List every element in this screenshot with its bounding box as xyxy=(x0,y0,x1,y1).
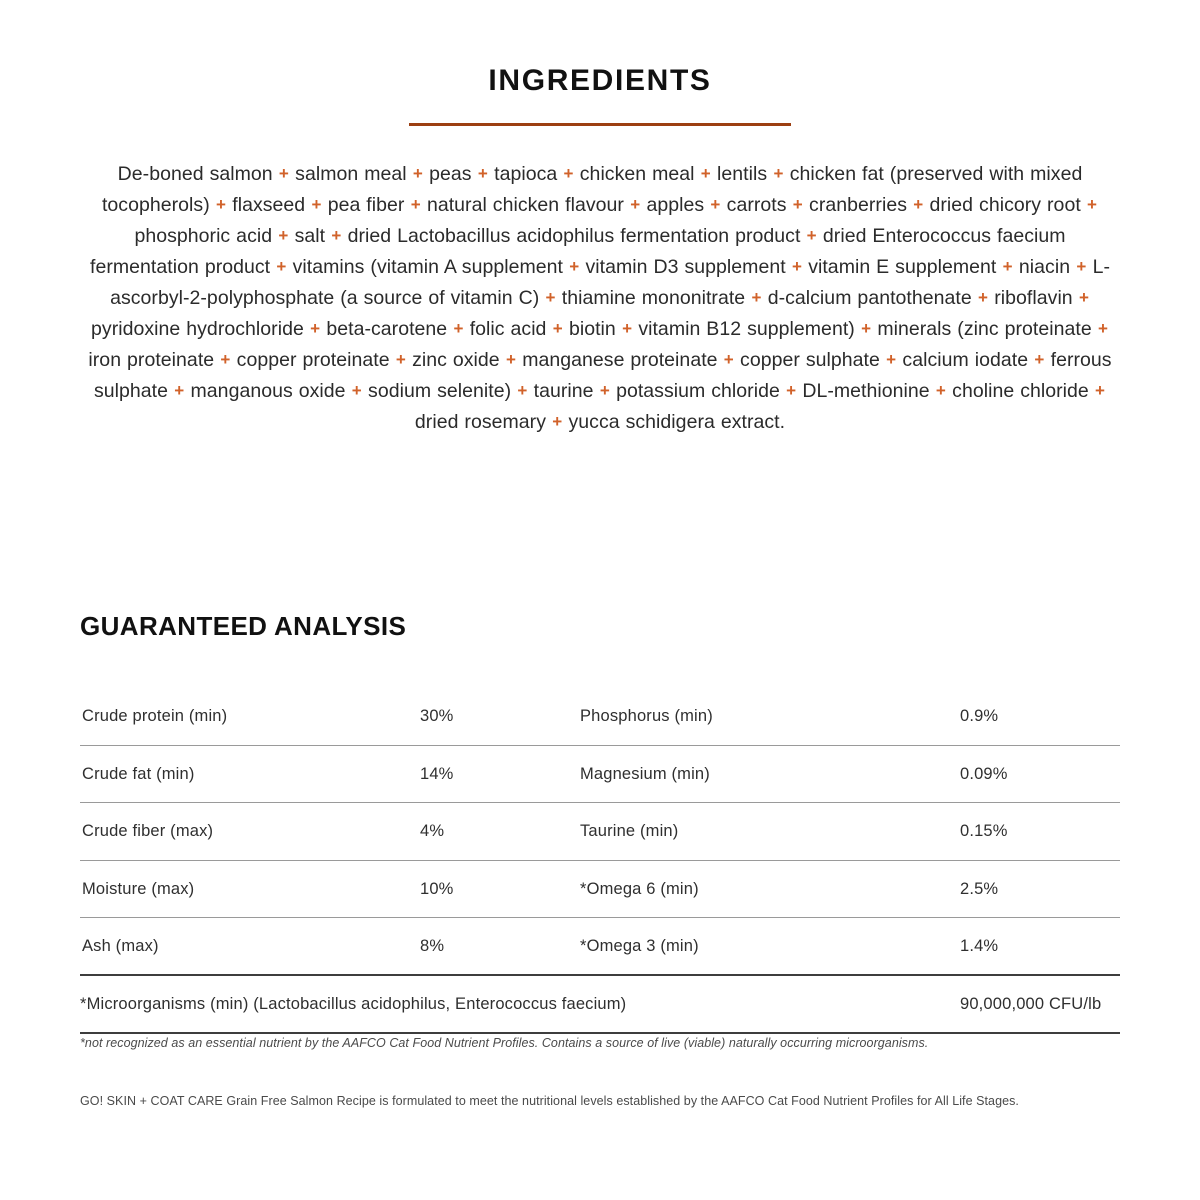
ingredient-item: tapioca xyxy=(494,163,558,185)
nutrient-value: 1.4% xyxy=(960,918,1120,976)
ingredient-item: dried Enterococcus faecium fermentation product xyxy=(90,225,1066,278)
ingredient-separator-icon: + xyxy=(500,350,522,369)
footnote-aafco-statement: GO! SKIN + COAT CARE Grain Free Salmon Recipe is formulated to meet the nutritional levels established by the AAFCO Cat Food Nutrient Profiles for All Life Stages. xyxy=(80,1094,1019,1109)
ingredient-item: niacin xyxy=(1018,256,1071,278)
ingredient-separator-icon: + xyxy=(997,257,1018,276)
ingredient-separator-icon: + xyxy=(624,195,646,214)
ingredient-item: salmon meal xyxy=(295,163,407,185)
ingredient-separator-icon: + xyxy=(780,381,802,400)
ingredient-separator-icon: + xyxy=(273,226,294,245)
ingredient-separator-icon: + xyxy=(306,195,327,214)
ingredient-item: copper sulphate xyxy=(740,349,880,371)
ingredient-separator-icon: + xyxy=(880,350,902,369)
ingredient-item: copper proteinate xyxy=(236,349,390,371)
nutrient-value: 30% xyxy=(420,688,580,746)
ingredient-item: d-calcium pantothenate xyxy=(767,287,972,309)
nutrient-label: Phosphorus (min) xyxy=(580,688,960,746)
ingredient-item: riboflavin xyxy=(994,287,1073,309)
guaranteed-analysis-section xyxy=(80,612,1120,1034)
ingredient-separator-icon: + xyxy=(786,257,808,276)
ingredient-item: phosphoric acid xyxy=(134,225,273,247)
table-row xyxy=(80,918,1120,976)
ingredient-separator-icon: + xyxy=(512,381,533,400)
ingredient-separator-icon: + xyxy=(695,164,717,183)
nutrient-label: *Omega 6 (min) xyxy=(580,860,960,918)
ingredient-separator-icon: + xyxy=(1081,195,1098,214)
ingredient-separator-icon: + xyxy=(746,288,767,307)
ingredient-item: iron proteinate xyxy=(88,349,215,371)
ingredient-item: dried Lactobacillus acidophilus fermentation product xyxy=(347,225,801,247)
ingredient-separator-icon: + xyxy=(448,319,469,338)
ingredient-item: pyridoxine hydrochloride xyxy=(91,318,304,340)
ingredient-item: potassium chloride xyxy=(616,380,780,402)
nutrient-label: Ash (max) xyxy=(80,918,420,976)
nutrient-value: 4% xyxy=(420,803,580,861)
ingredient-separator-icon: + xyxy=(390,350,412,369)
ingredient-item: choline chloride xyxy=(952,380,1089,402)
ingredient-separator-icon: + xyxy=(705,195,726,214)
ingredient-separator-icon: + xyxy=(1073,288,1089,307)
table-row xyxy=(80,745,1120,803)
ingredient-separator-icon: + xyxy=(210,195,232,214)
ingredient-item: carrots xyxy=(726,194,787,216)
ingredient-separator-icon: + xyxy=(594,381,616,400)
nutrient-value: 0.15% xyxy=(960,803,1120,861)
nutrient-label: Crude fiber (max) xyxy=(80,803,420,861)
ingredients-title-rule xyxy=(409,123,791,126)
ingredient-separator-icon: + xyxy=(1092,319,1108,338)
ingredient-item: pea fiber xyxy=(327,194,405,216)
ingredient-item: chicken meal xyxy=(579,163,695,185)
guaranteed-analysis-table-body xyxy=(80,688,1120,1034)
ingredient-separator-icon: + xyxy=(547,319,568,338)
ingredient-item: folic acid xyxy=(469,318,547,340)
nutrient-value: 10% xyxy=(420,860,580,918)
ingredient-item: ferrous sulphate xyxy=(93,349,1112,402)
table-row xyxy=(80,803,1120,861)
ingredient-item: flaxseed xyxy=(232,194,306,216)
ingredient-separator-icon: + xyxy=(1071,257,1092,276)
ingredient-separator-icon: + xyxy=(1089,381,1106,400)
ingredients-section xyxy=(0,64,1200,438)
ingredient-separator-icon: + xyxy=(169,381,190,400)
ingredient-item: chicken fat (preserved with mixed tocopherols) xyxy=(101,163,1083,216)
ingredient-separator-icon: + xyxy=(407,164,429,183)
footnotes-section xyxy=(80,1034,1122,1111)
ingredient-item: taurine xyxy=(533,380,594,402)
ingredient-separator-icon: + xyxy=(801,226,822,245)
microorganisms-label: *Microorganisms (min) (Lactobacillus acidophilus, Enterococcus faecium) xyxy=(80,975,960,1033)
ingredient-separator-icon: + xyxy=(346,381,368,400)
ingredient-separator-icon: + xyxy=(304,319,326,338)
nutrient-value: 14% xyxy=(420,745,580,803)
nutrient-label: Crude protein (min) xyxy=(80,688,420,746)
ingredient-separator-icon: + xyxy=(908,195,929,214)
ingredient-item: yucca schidigera extract. xyxy=(568,411,786,433)
ingredient-item: sodium selenite) xyxy=(368,380,512,402)
ingredient-item: dried chicory root xyxy=(929,194,1081,216)
nutrient-label: Magnesium (min) xyxy=(580,745,960,803)
ingredient-separator-icon: + xyxy=(215,350,236,369)
ingredient-separator-icon: + xyxy=(326,226,347,245)
table-row xyxy=(80,688,1120,746)
ingredient-item: cranberries xyxy=(809,194,908,216)
ingredient-separator-icon: + xyxy=(405,195,426,214)
ingredient-item: manganese proteinate xyxy=(522,349,718,371)
ingredient-separator-icon: + xyxy=(972,288,994,307)
ingredient-separator-icon: + xyxy=(472,164,494,183)
ingredient-separator-icon: + xyxy=(271,257,292,276)
ingredient-item: L-ascorbyl-2-polyphosphate (a source of vitamin C) xyxy=(110,256,1110,309)
ingredient-item: DL-methionine xyxy=(802,380,930,402)
ingredient-separator-icon: + xyxy=(768,164,789,183)
nutrient-value: 2.5% xyxy=(960,860,1120,918)
nutrient-label: Taurine (min) xyxy=(580,803,960,861)
ingredient-separator-icon: + xyxy=(616,319,638,338)
ingredient-item: vitamin D3 supplement xyxy=(585,256,786,278)
nutrient-label: *Omega 3 (min) xyxy=(580,918,960,976)
table-row-microorganisms xyxy=(80,975,1120,1033)
ingredient-separator-icon: + xyxy=(273,164,295,183)
table-row xyxy=(80,860,1120,918)
ingredient-separator-icon: + xyxy=(787,195,809,214)
ingredient-item: apples xyxy=(646,194,705,216)
ingredient-item: calcium iodate xyxy=(902,349,1029,371)
ingredients-heading: INGREDIENTS xyxy=(488,64,712,97)
guaranteed-analysis-table xyxy=(80,688,1120,1035)
ingredient-separator-icon: + xyxy=(930,381,952,400)
footnote-nutrient-disclaimer: *not recognized as an essential nutrient by the AAFCO Cat Food Nutrient Profiles. Contains a source of live (viable) naturally occurring microorganisms. xyxy=(80,1036,929,1050)
nutrient-label: Crude fat (min) xyxy=(80,745,420,803)
guaranteed-analysis-heading: GUARANTEED ANALYSIS xyxy=(80,611,407,641)
ingredient-item: manganous oxide xyxy=(190,380,346,402)
ingredient-item: vitamins (vitamin A supplement xyxy=(292,256,564,278)
ingredients-list xyxy=(80,159,1120,438)
nutrient-value: 0.09% xyxy=(960,745,1120,803)
ingredient-item: minerals (zinc proteinate xyxy=(877,318,1092,340)
ingredient-separator-icon: + xyxy=(855,319,877,338)
ingredient-item: peas xyxy=(429,163,472,185)
nutrient-label: Moisture (max) xyxy=(80,860,420,918)
ingredient-item: zinc oxide xyxy=(412,349,500,371)
ingredient-item: thiamine mononitrate xyxy=(561,287,746,309)
ingredient-item: vitamin B12 supplement) xyxy=(638,318,855,340)
ingredient-separator-icon: + xyxy=(564,257,585,276)
ingredient-item: salt xyxy=(294,225,326,247)
microorganisms-value: 90,000,000 CFU/lb xyxy=(960,975,1120,1033)
ingredient-separator-icon: + xyxy=(718,350,740,369)
nutrient-value: 8% xyxy=(420,918,580,976)
ingredient-item: dried rosemary xyxy=(414,411,546,433)
ingredient-item: De-boned salmon xyxy=(117,163,273,185)
ingredient-separator-icon: + xyxy=(558,164,579,183)
ingredient-item: natural chicken flavour xyxy=(426,194,624,216)
nutrient-value: 0.9% xyxy=(960,688,1120,746)
ingredient-item: lentils xyxy=(717,163,768,185)
ingredient-item: beta-carotene xyxy=(326,318,448,340)
ingredient-separator-icon: + xyxy=(540,288,561,307)
ingredient-separator-icon: + xyxy=(547,412,568,431)
ingredient-separator-icon: + xyxy=(1029,350,1050,369)
ingredient-item: biotin xyxy=(568,318,616,340)
ingredient-item: vitamin E supplement xyxy=(808,256,997,278)
